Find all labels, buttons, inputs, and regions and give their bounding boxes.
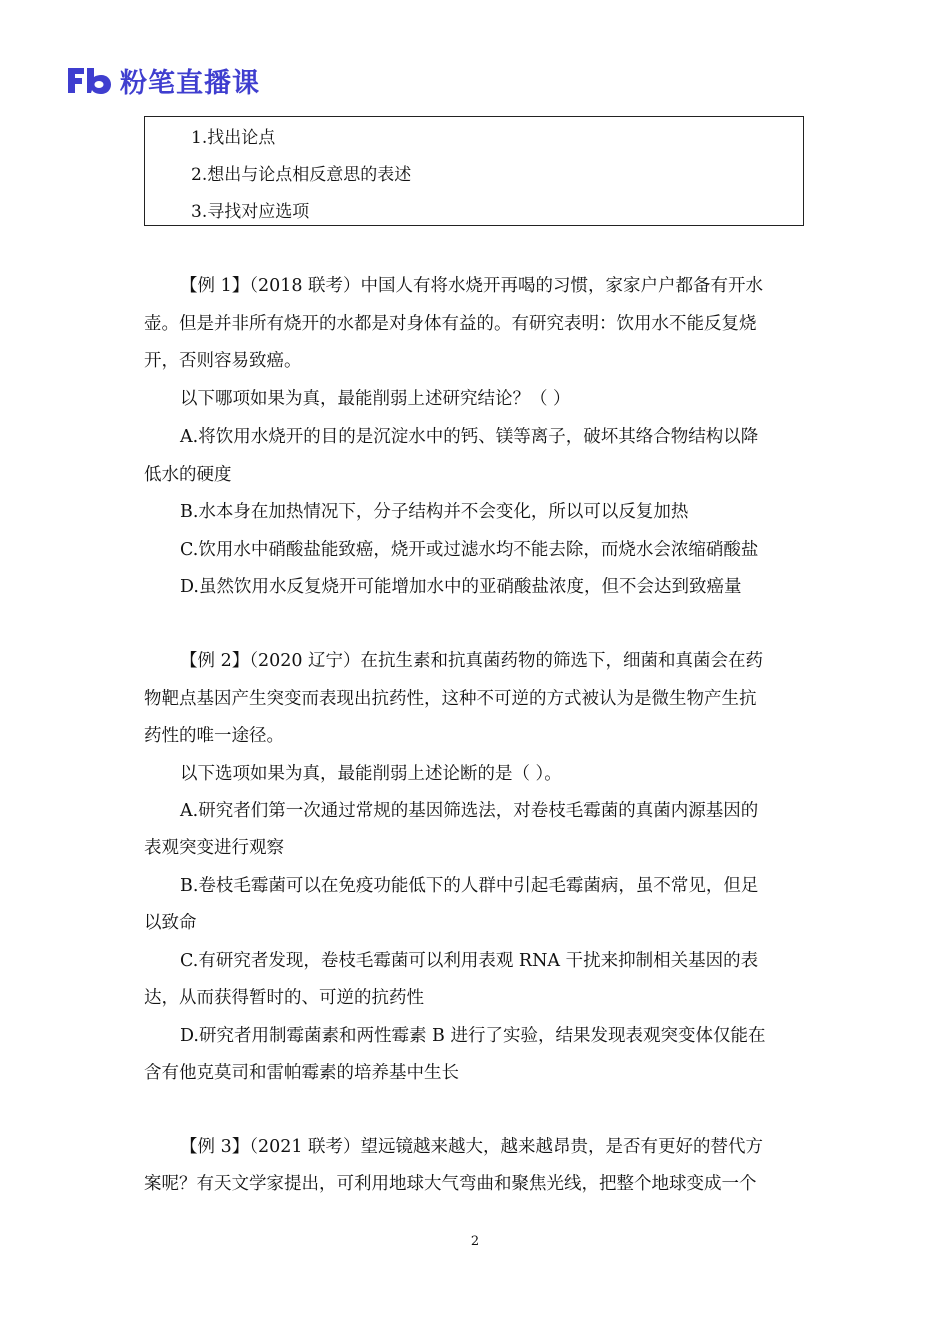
example2-option-b-cont: 以致命 xyxy=(144,913,197,933)
example2-question: 以下选项如果为真，最能削弱上述论断的是（ ）。 xyxy=(180,764,562,784)
page-number: 2 xyxy=(470,1234,480,1249)
example1-line: 开，否则容易致癌。 xyxy=(144,351,302,371)
example1-option-c: C.饮用水中硝酸盐能致癌，烧开或过滤水均不能去除，而烧水会浓缩硝酸盐 xyxy=(180,540,759,560)
step-item: 1.找出论点 xyxy=(191,128,276,148)
example2-option-b: B.卷枝毛霉菌可以在免疫功能低下的人群中引起毛霉菌病，虽不常见，但足 xyxy=(180,876,759,896)
steps-box xyxy=(144,116,804,226)
example2-option-c: C.有研究者发现，卷枝毛霉菌可以利用表观 RNA 干扰来抑制相关基因的表 xyxy=(180,951,759,971)
example2-line: 【例 2】（2020 辽宁）在抗生素和抗真菌药物的筛选下，细菌和真菌会在药 xyxy=(180,651,764,671)
brand-logo xyxy=(66,62,260,98)
example1-option-a: A.将饮用水烧开的目的是沉淀水中的钙、镁等离子，破坏其络合物结构以降 xyxy=(180,427,759,447)
step-item: 2.想出与论点相反意思的表述 xyxy=(191,165,412,185)
example1-option-a-cont: 低水的硬度 xyxy=(144,465,232,485)
example1-line: 壶。但是并非所有烧开的水都是对身体有益的。有研究表明：饮用水不能反复烧 xyxy=(144,314,757,334)
example2-option-a-cont: 表观突变进行观察 xyxy=(144,838,284,858)
example2-line: 药性的唯一途径。 xyxy=(144,726,284,746)
example1-question: 以下哪项如果为真，最能削弱上述研究结论？（ ） xyxy=(180,389,571,409)
example2-option-a: A.研究者们第一次通过常规的基因筛选法，对卷枝毛霉菌的真菌内源基因的 xyxy=(180,801,759,821)
example1-option-b: B.水本身在加热情况下，分子结构并不会变化，所以可以反复加热 xyxy=(180,502,689,522)
step-item: 3.寻找对应选项 xyxy=(191,202,310,222)
example1-line: 【例 1】（2018 联考）中国人有将水烧开再喝的习惯，家家户户都备有开水 xyxy=(180,276,764,296)
example2-line: 物靶点基因产生突变而表现出抗药性，这种不可逆的方式被认为是微生物产生抗 xyxy=(144,689,757,709)
fb-logo-icon xyxy=(66,65,114,95)
example3-line: 【例 3】（2021 联考）望远镜越来越大，越来越昂贵，是否有更好的替代方 xyxy=(180,1137,764,1157)
example2-option-c-cont: 达，从而获得暂时的、可逆的抗药性 xyxy=(144,988,424,1008)
brand-name: 粉笔直播课 xyxy=(120,67,260,99)
example3-line: 案呢？有天文学家提出，可利用地球大气弯曲和聚焦光线，把整个地球变成一个 xyxy=(144,1174,757,1194)
example1-option-d: D.虽然饮用水反复烧开可能增加水中的亚硝酸盐浓度，但不会达到致癌量 xyxy=(180,577,742,597)
example2-option-d: D.研究者用制霉菌素和两性霉素 B 进行了实验，结果发现表观突变体仅能在 xyxy=(180,1026,766,1046)
example2-option-d-cont: 含有他克莫司和雷帕霉素的培养基中生长 xyxy=(144,1063,459,1083)
